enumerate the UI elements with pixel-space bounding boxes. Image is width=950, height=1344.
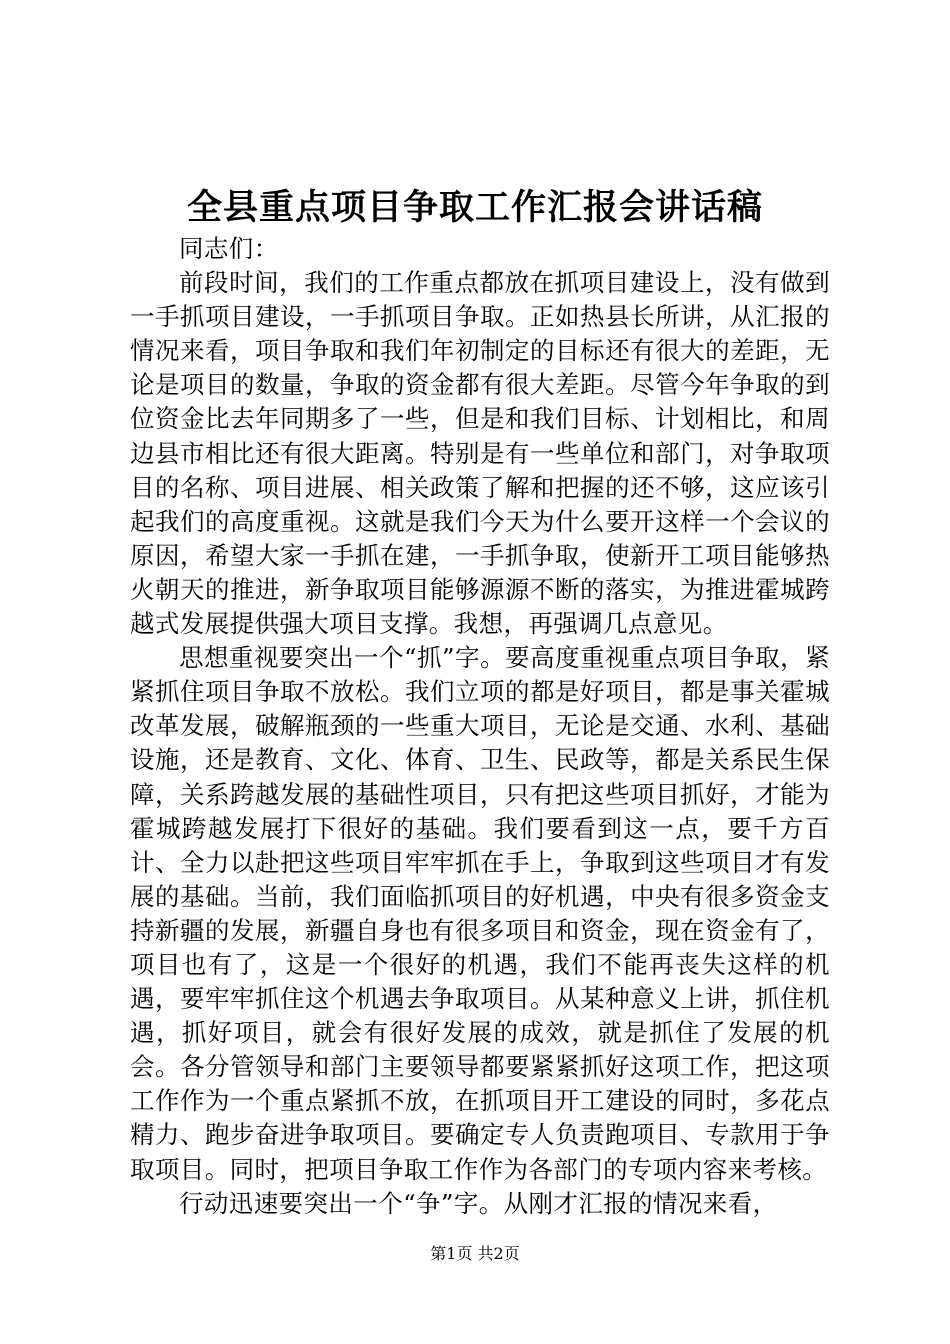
salutation: 同志们： (179, 234, 279, 263)
paragraph: 思想重视要突出一个“抓”字。要高度重视重点项目争取，紧紧抓住项目争取不放松。我们立项的都是好项目，都是事关霍城改革发展，破解瓶颈的一些重大项目，无论是交通、水利、基础设施，还是教育、文化、体育、卫生、民政等，都是关系民生保障，关系跨越发展的基础性项目，只有把这些项目抓好，才能为霍城跨越发展打下很好的基础。我们要看到这一点，要千方百计、全力以赴把这些项目牢牢抓在手上，争取到这些项目才有发展的基础。当前，我们面临抓项目的好机遇，中央有很多资金支持新疆的发展，新疆自身也有很多项目和资金，现在资金有了，项目也有了，这是一个很好的机遇，我们不能再丧失这样的机遇，要牢牢抓住这个机遇去争取项目。从某种意义上讲，抓住机遇，抓好项目，就会有很好发展的成效，就是抓住了发展的机会。各分管领导和部门主要领导都要紧紧抓好这项工作，把这项工作作为一个重点紧抓不放，在抓项目开工建设的同时，多花点精力、跑步奋进争取项目。要确定专人负责跑项目、专款用于争取项目。同时，把项目争取工作作为各部门的专项内容来考核。 (130, 643, 830, 1184)
document-body (130, 232, 830, 1221)
paragraph: 前段时间，我们的工作重点都放在抓项目建设上，没有做到一手抓项目建设，一手抓项目争取。正如热县长所讲，从汇报的情况来看，项目争取和我们年初制定的目标还有很大的差距，无论是项目的数量，争取的资金都有很大差距。尽管今年争取的到位资金比去年同期多了一些，但是和我们目标、计划相比，和周边县市相比还有很大距离。特别是有一些单位和部门，对争取项目的名称、项目进展、相关政策了解和把握的还不够，这应该引起我们的高度重视。这就是我们今天为什么要开这样一个会议的原因，希望大家一手抓在建，一手抓争取，使新开工项目能够热火朝天的推进，新争取项目能够源源不断的落实，为推进霍城跨越式发展提供强大项目支撑。我想，再强调几点意见。 (130, 268, 830, 639)
page-footer: 第1页 共2页 (430, 1244, 520, 1263)
paragraph: 行动迅速要突出一个“争”字。从刚才汇报的情况来看， (179, 1188, 778, 1218)
document-title: 全县重点项目争取工作汇报会讲话稿 (186, 187, 763, 228)
